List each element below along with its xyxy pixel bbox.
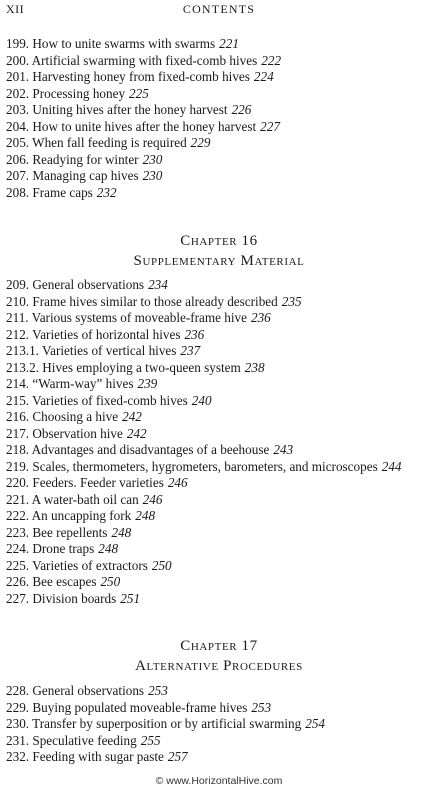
toc-entry-page: 227 <box>260 118 280 134</box>
toc-entry-title: 207. Managing cap hives <box>6 168 139 183</box>
toc-entry-page: 225 <box>129 85 149 101</box>
toc-entry <box>6 459 434 476</box>
toc-entry <box>6 343 434 360</box>
toc-entry-page: 250 <box>100 574 121 589</box>
toc-entry <box>6 591 434 608</box>
toc-entry-title: 210. Frame hives similar to those already described <box>6 293 278 309</box>
toc-entry <box>6 102 434 119</box>
toc-entry-page: 243 <box>273 442 294 457</box>
chapter-title: Supplementary Material <box>133 253 305 269</box>
toc-entry-page: 242 <box>126 425 147 441</box>
toc-entry <box>6 426 434 443</box>
toc-entry <box>6 442 434 459</box>
toc-entry-page: 248 <box>98 541 119 556</box>
toc-entry-title: 206. Readying for winter <box>6 151 139 167</box>
toc-entry <box>6 409 434 426</box>
toc-entry <box>6 69 434 86</box>
toc-entry <box>6 716 434 733</box>
chapter-heading <box>0 636 438 676</box>
toc-entry-title: 223. Bee repellents <box>6 524 108 540</box>
chapter-title: Alternative Procedures <box>135 658 303 674</box>
toc-entry <box>6 508 434 525</box>
toc-entry <box>6 360 434 377</box>
toc-entry-title: 218. Advantages and disadvantages of a beehouse <box>6 442 270 457</box>
toc-entry-title: 215. Varieties of fixed-comb hives <box>6 392 188 408</box>
toc-entry <box>6 525 434 542</box>
toc-list <box>6 683 434 766</box>
toc-entry-page: 224 <box>253 69 274 84</box>
toc-entry <box>6 310 434 327</box>
toc-entry-title: 219. Scales, thermometers, hygrometers, barometers, and microscopes <box>6 458 378 474</box>
toc-entry <box>6 36 434 53</box>
toc-entry-page: 230 <box>142 168 163 183</box>
toc-entry-title: 220. Feeders. Feeder varieties <box>6 475 164 490</box>
toc-entry <box>6 393 434 410</box>
toc-entry-title: 224. Drone traps <box>6 541 95 556</box>
chapter-number: Chapter 17 <box>180 638 258 654</box>
toc-entry-title: 208. Frame caps <box>6 184 93 200</box>
toc-entry <box>6 492 434 509</box>
toc-entry-page: 254 <box>305 716 325 731</box>
toc-entry <box>6 185 434 202</box>
toc-entry <box>6 574 434 591</box>
toc-entry-page: 253 <box>148 683 168 698</box>
toc-entry <box>6 475 434 492</box>
toc-entry-title: 212. Varieties of horizontal hives <box>6 326 181 342</box>
toc-entry-title: 216. Choosing a hive <box>6 409 119 424</box>
toc-entry-page: 237 <box>180 343 201 358</box>
toc-entry-page: 221 <box>219 36 239 51</box>
toc-entry-title: 232. Feeding with sugar paste <box>6 749 164 764</box>
toc-entry-page: 230 <box>142 151 163 167</box>
toc-entry-page: 236 <box>250 310 271 325</box>
toc-entry <box>6 749 434 766</box>
toc-entry-page: 248 <box>111 524 132 540</box>
toc-entry-page: 222 <box>261 52 282 68</box>
toc-entry <box>6 376 434 393</box>
toc-entry <box>6 327 434 344</box>
toc-entry-title: 213.1. Varieties of vertical hives <box>6 343 177 358</box>
toc-entry-title: 199. How to unite swarms with swarms <box>6 36 216 51</box>
toc-entry-page: 257 <box>167 749 188 764</box>
toc-list <box>6 277 434 607</box>
toc-entry-title: 209. General observations <box>6 277 145 292</box>
toc-entry-title: 227. Division boards <box>6 590 117 606</box>
toc-entry-page: 240 <box>191 392 212 408</box>
toc-entry-page: 232 <box>96 184 117 200</box>
toc-entry-page: 244 <box>381 458 402 474</box>
toc-entry-page: 234 <box>148 277 168 292</box>
toc-entry-title: 229. Buying populated moveable-frame hives <box>6 699 248 715</box>
toc-entry <box>6 152 434 169</box>
toc-entry <box>6 119 434 136</box>
toc-entry-page: 255 <box>140 732 161 748</box>
toc-entry-page: 250 <box>151 557 172 573</box>
chapter-number: Chapter 16 <box>180 233 258 249</box>
toc-entry-title: 222. An uncapping fork <box>6 508 132 523</box>
toc-entry <box>6 135 434 152</box>
toc-entry-title: 214. “Warm-way” hives <box>6 376 134 391</box>
toc-entry <box>6 53 434 70</box>
toc-entry-title: 205. When fall feeding is required <box>6 135 187 150</box>
running-title: CONTENTS <box>182 2 256 16</box>
chapter-heading <box>0 231 438 271</box>
toc-entry-title: 225. Varieties of extractors <box>6 557 148 573</box>
toc-entry-page: 248 <box>135 508 156 523</box>
toc-entry-title: 202. Processing honey <box>6 85 126 101</box>
toc-entry <box>6 294 434 311</box>
copyright-footer: © www.HorizontalHive.com <box>155 775 283 787</box>
toc-entry-page: 236 <box>184 326 205 342</box>
toc-entry <box>6 541 434 558</box>
toc-entry-page: 246 <box>142 491 163 507</box>
toc-entry <box>6 277 434 294</box>
toc-entry <box>6 86 434 103</box>
toc-entry-page: 226 <box>231 102 252 117</box>
toc-entry-title: 204. How to unite hives after the honey harvest <box>6 118 257 134</box>
toc-entry-page: 235 <box>281 293 302 309</box>
toc-list <box>6 36 434 201</box>
toc-entry <box>6 558 434 575</box>
page-header <box>0 2 438 18</box>
toc-entry-title: 200. Artificial swarming with fixed-comb hives <box>6 52 258 68</box>
toc-entry <box>6 733 434 750</box>
toc-entry-page: 229 <box>190 135 211 150</box>
toc-entry-title: 226. Bee escapes <box>6 574 97 589</box>
toc-entry-title: 231. Speculative feeding <box>6 732 137 748</box>
toc-entry-title: 203. Uniting hives after the honey harvest <box>6 102 228 117</box>
toc-entry-page: 253 <box>251 699 272 715</box>
toc-entry-title: 221. A water-bath oil can <box>6 491 139 507</box>
toc-entry <box>6 168 434 185</box>
toc-entry-page: 239 <box>137 376 158 391</box>
toc-entry <box>6 683 434 700</box>
toc-entry <box>6 700 434 717</box>
toc-entry-title: 228. General observations <box>6 683 145 698</box>
toc-entry-page: 246 <box>167 475 188 490</box>
toc-entry-title: 217. Observation hive <box>6 425 123 441</box>
toc-entry-title: 230. Transfer by superposition or by artificial swarming <box>6 716 302 731</box>
toc-entry-page: 238 <box>244 359 265 375</box>
toc-entry-page: 242 <box>122 409 142 424</box>
toc-entry-title: 201. Harvesting honey from fixed-comb hives <box>6 69 250 84</box>
toc-entry-title: 211. Various systems of moveable-frame hive <box>6 310 247 325</box>
toc-entry-page: 251 <box>120 590 141 606</box>
toc-entry-title: 213.2. Hives employing a two-queen system <box>6 359 241 375</box>
page-number: XII <box>6 2 25 16</box>
